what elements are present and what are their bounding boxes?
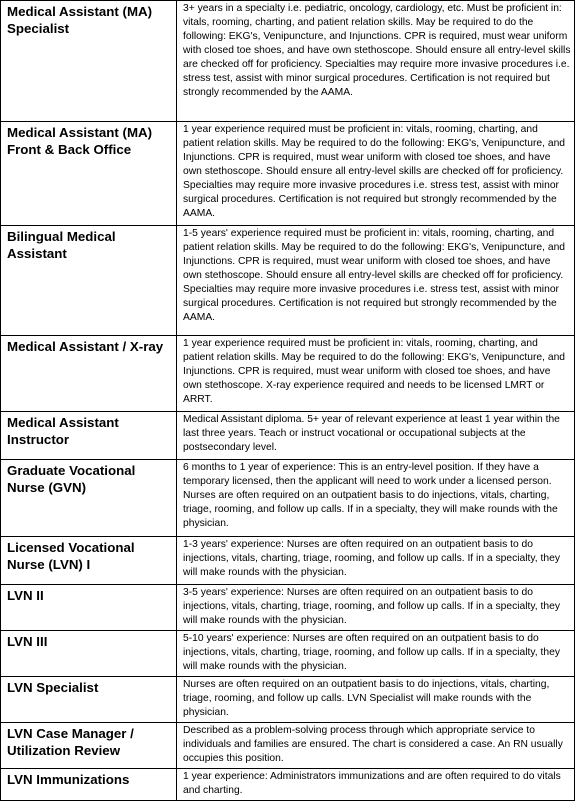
role-description: 1 year experience: Administrators immunizations and are often required to do vitals and charting. [177,769,575,801]
table-row [1,631,575,677]
table-row [1,723,575,769]
role-description: 1 year experience required must be proficient in: vitals, rooming, charting, and patient relation skills. May be required to do the following: EKG's, Venipuncture, and Injunctions. CPR is required, must wear uniform with closed toe shoes, and have own stethoscope. Should ensure all entry-level skills are checked off for proficiency. Specialties may require more invasive procedures i.e. stress test, assist with minor surgical procedures. Certification is not required but strongly recommended by the AAMA. [177,122,575,226]
table-row [1,537,575,585]
role-description: 3+ years in a specialty i.e. pediatric, oncology, cardiology, etc. Must be proficient in: vitals, rooming, charting, and patient relation skills. May be required to do the following: EKG's, Venipuncture, and Injunctions. CPR is required, must wear uniform with closed toe shoes, and have own stethoscope. Should ensure all entry-level skills are checked off for proficiency. Specialties may require more invasive procedures i.e. stress test, assist with minor surgical procedures. Certification is not required but strongly recommended by the AAMA. [177,1,575,122]
role-title: Licensed Vocational Nurse (LVN) I [1,537,177,585]
table-row [1,769,575,801]
role-description: 6 months to 1 year of experience: This is an entry-level position. If they have a temporary licensed, then the applicant will need to work under a licensed person. Nurses are often required on an outpatient basis to do injections, vitals, charting, triage, rooming, and follow up calls. If in a specialty, they will make rounds with the physician. [177,460,575,537]
role-title: Medical Assistant (MA) Specialist [1,1,177,122]
role-description: 1 year experience required must be proficient in: vitals, rooming, charting, and patient relation skills. May be required to do the following: EKG's, Venipuncture, and Injunctions. CPR is required, must wear uniform with closed toe shoes, and have own stethoscope. X-ray experience required and needs to be licensed LMRT or ARRT. [177,336,575,412]
role-description: 3-5 years' experience: Nurses are often required on an outpatient basis to do injections, vitals, charting, triage, rooming, and follow up calls. If in a specialty, they will make rounds with the physician. [177,585,575,631]
table-row [1,585,575,631]
role-description: Described as a problem-solving process through which appropriate service to individuals and families are ensured. The chart is considered a case. An RN usually occupies this position. [177,723,575,769]
role-description: 5-10 years' experience: Nurses are often required on an outpatient basis to do injections, vitals, charting, triage, rooming, and follow up calls. If in a specialty, they will make rounds with the physician. [177,631,575,677]
table-row [1,677,575,723]
role-description: 1-3 years' experience: Nurses are often required on an outpatient basis to do injections, vitals, charting, triage, rooming, and follow up calls. If in a specialty, they will make rounds with the physician. [177,537,575,585]
table-row [1,226,575,336]
role-title: LVN Case Manager / Utilization Review [1,723,177,769]
table-row [1,336,575,412]
role-title: LVN Specialist [1,677,177,723]
role-title: Bilingual Medical Assistant [1,226,177,336]
role-title: Medical Assistant Instructor [1,412,177,460]
role-description: Nurses are often required on an outpatient basis to do injections, vitals, charting, triage, rooming, and follow up calls. LVN Specialist will make rounds with the physician. [177,677,575,723]
table-row [1,122,575,226]
role-title: LVN II [1,585,177,631]
role-title: Graduate Vocational Nurse (GVN) [1,460,177,537]
table-row [1,412,575,460]
role-description: 1-5 years' experience required must be proficient in: vitals, rooming, charting, and patient relation skills. May be required to do the following: EKG's, Venipuncture, and Injunctions. CPR is required, must wear uniform with closed toe shoes, and have own stethoscope. Should ensure all entry-level skills are checked off for proficiency. Specialties may require more invasive procedures i.e. stress test, assist with minor surgical procedures. Certification is not required but strongly recommended by the AAMA. [177,226,575,336]
table-row [1,460,575,537]
role-title: LVN III [1,631,177,677]
role-title: LVN Immunizations [1,769,177,801]
role-title: Medical Assistant (MA) Front & Back Office [1,122,177,226]
table-row [1,1,575,122]
role-description: Medical Assistant diploma. 5+ year of relevant experience at least 1 year within the last three years. Teach or instruct vocational or occupational subjects at the postsecondary level. [177,412,575,460]
role-title: Medical Assistant / X-ray [1,336,177,412]
